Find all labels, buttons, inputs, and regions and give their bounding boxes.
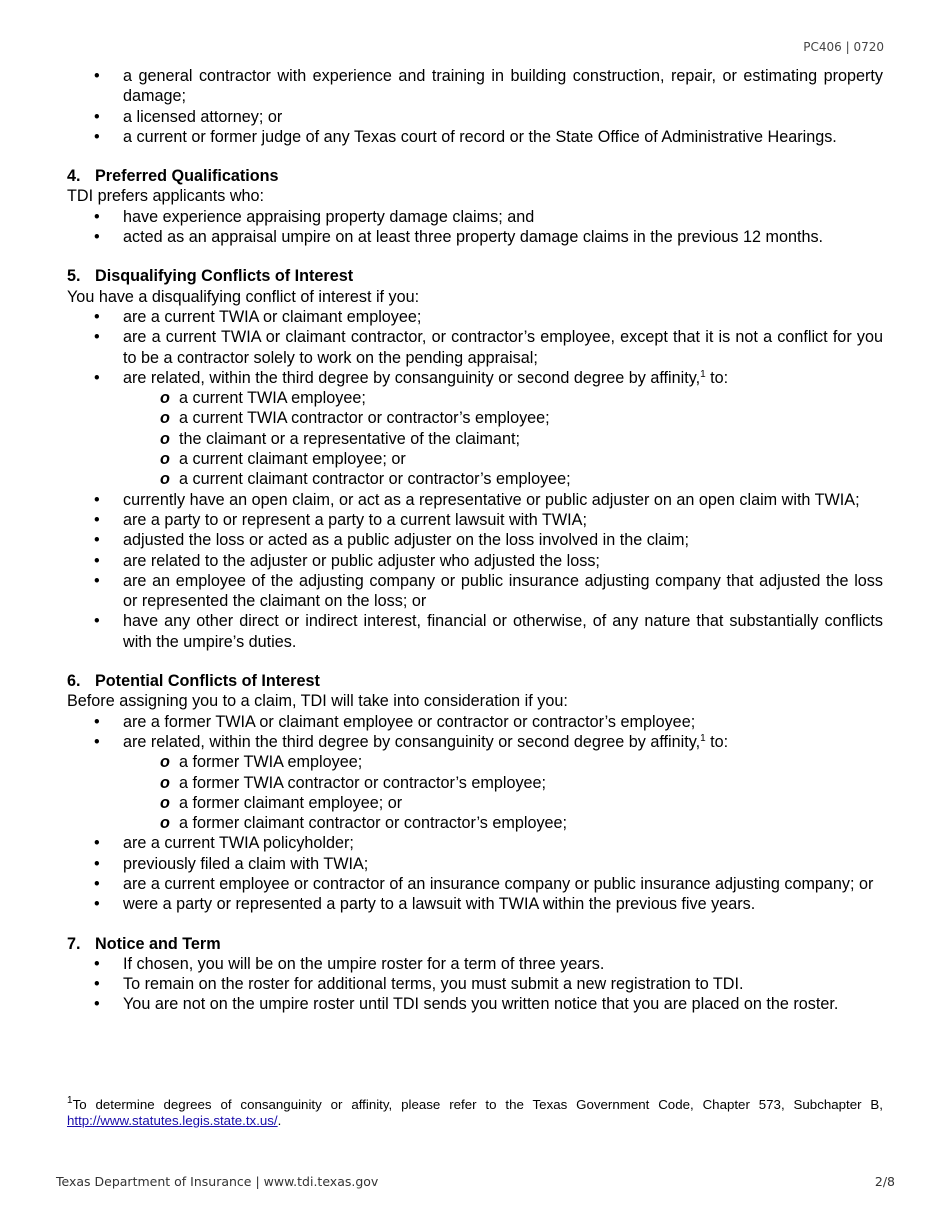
list-item: • a current or former judge of any Texas court of record or the State Office of Administrative Hearings.	[123, 127, 883, 147]
footnote-ref: 1	[700, 732, 706, 744]
list-item: • are related to the adjuster or public adjuster who adjusted the loss;	[123, 551, 883, 571]
section-heading: 6. Potential Conflicts of Interest	[67, 672, 320, 691]
sub-list-item: o a current claimant employee; or	[179, 449, 883, 469]
section-heading: 4. Preferred Qualifications	[67, 167, 279, 186]
section-intro: TDI prefers applicants who:	[67, 187, 265, 206]
section-heading: 7. Notice and Term	[67, 934, 221, 953]
list-item: • To remain on the roster for additional terms, you must submit a new registration to TDI.	[123, 974, 883, 994]
section-intro: Before assigning you to a claim, TDI will take into consideration if you:	[67, 692, 568, 711]
sub-list-item: o a former TWIA employee;	[179, 752, 883, 772]
sub-list-item: o a current TWIA employee;	[179, 388, 883, 408]
carryover-list	[67, 66, 883, 147]
sub-list-item: o a current claimant contractor or contractor’s employee;	[179, 469, 883, 489]
footnote-text: To determine degrees of consanguinity or affinity, please refer to the Texas Government Code, Chapter 573, Subchapter B,	[72, 1097, 883, 1112]
list-item: • are a former TWIA or claimant employee or contractor or contractor’s employee;	[123, 712, 883, 732]
sub-list	[123, 752, 883, 833]
list-item: • a general contractor with experience and training in building construction, repair, or estimating property damage;	[123, 66, 883, 107]
bullet-list	[67, 954, 883, 1015]
list-item: • You are not on the umpire roster until TDI sends you written notice that you are placed on the roster.	[123, 994, 883, 1014]
section-potential-conflicts	[67, 671, 883, 915]
list-item: • are a current TWIA or claimant contractor, or contractor’s employee, except that it is not a conflict for you to be a contractor solely to work on the pending appraisal;	[123, 327, 883, 368]
sub-list	[123, 388, 883, 489]
list-item: • currently have an open claim, or act as a representative or public adjuster on an open claim with TWIA;	[123, 490, 883, 510]
document-body	[67, 66, 883, 1015]
list-item: • are related, within the third degree by consanguinity or second degree by affinity,$^1$ to: o a former TWIA employee; o a former TWIA contractor or contractor’s employee; o a former claimant employee; or o a former claimant contractor or contractor’s employee;	[123, 732, 883, 833]
list-item: • have experience appraising property damage claims; and	[123, 207, 883, 227]
sub-list-item: o a former claimant employee; or	[179, 793, 883, 813]
list-item: • If chosen, you will be on the umpire roster for a term of three years.	[123, 954, 883, 974]
section-preferred-qualifications	[67, 166, 883, 247]
list-item: • have any other direct or indirect interest, financial or otherwise, of any nature that substantially conflicts with the umpire’s duties.	[123, 611, 883, 652]
section-heading: 5. Disqualifying Conflicts of Interest	[67, 267, 354, 286]
section-notice-and-term	[67, 934, 883, 1015]
list-item: • are a current employee or contractor of an insurance company or public insurance adjusting company; or	[123, 874, 883, 894]
list-item: • were a party or represented a party to a lawsuit with TWIA within the previous five years.	[123, 894, 883, 914]
footnote: $^1$To determine degrees of consanguinity or affinity, please refer to the Texas Government Code, Chapter 573, Subchapter B, http://www.statutes.legis.state.tx.us/.	[67, 1095, 883, 1128]
footnote-ref: 1	[700, 368, 706, 380]
list-item: • are a current TWIA or claimant employee;	[123, 307, 883, 327]
list-item: • are related, within the third degree by consanguinity or second degree by affinity,$^1$ to: o a current TWIA employee; o a current TWIA contractor or contractor’s employee; o the claimant or a representative of the claimant; o a current claimant employee; or o a current claimant contractor or contractor’s employee;	[123, 368, 883, 490]
sub-list-item: o a former claimant contractor or contractor’s employee;	[179, 813, 883, 833]
section-disqualifying-conflicts	[67, 266, 883, 652]
section-intro: You have a disqualifying conflict of interest if you:	[67, 287, 420, 306]
sub-list-item: o the claimant or a representative of the claimant;	[179, 429, 883, 449]
bullet-list	[67, 307, 883, 652]
list-item: • are an employee of the adjusting company or public insurance adjusting company that adjusted the loss or represented the claimant on the loss; or	[123, 571, 883, 612]
list-item: • acted as an appraisal umpire on at least three property damage claims in the previous 12 months.	[123, 227, 883, 247]
form-code: PC406 | 0720	[803, 40, 884, 54]
bullet-list	[67, 207, 883, 248]
list-item: • adjusted the loss or acted as a public adjuster on the loss involved in the claim;	[123, 530, 883, 550]
sub-list-item: o a former TWIA contractor or contractor’s employee;	[179, 773, 883, 793]
footnote-marker: 1	[67, 1095, 73, 1106]
statutes-link[interactable]: http://www.statutes.legis.state.tx.us/	[67, 1113, 278, 1128]
sub-list-item: o a current TWIA contractor or contractor’s employee;	[179, 408, 883, 428]
bullet-list	[67, 712, 883, 915]
list-item: • are a party to or represent a party to a current lawsuit with TWIA;	[123, 510, 883, 530]
footer-org: Texas Department of Insurance | www.tdi.texas.gov	[56, 1174, 379, 1189]
list-item: • previously filed a claim with TWIA;	[123, 854, 883, 874]
list-item: • a licensed attorney; or	[123, 107, 883, 127]
list-item: • are a current TWIA policyholder;	[123, 833, 883, 853]
page-number: 2/8	[874, 1174, 895, 1189]
